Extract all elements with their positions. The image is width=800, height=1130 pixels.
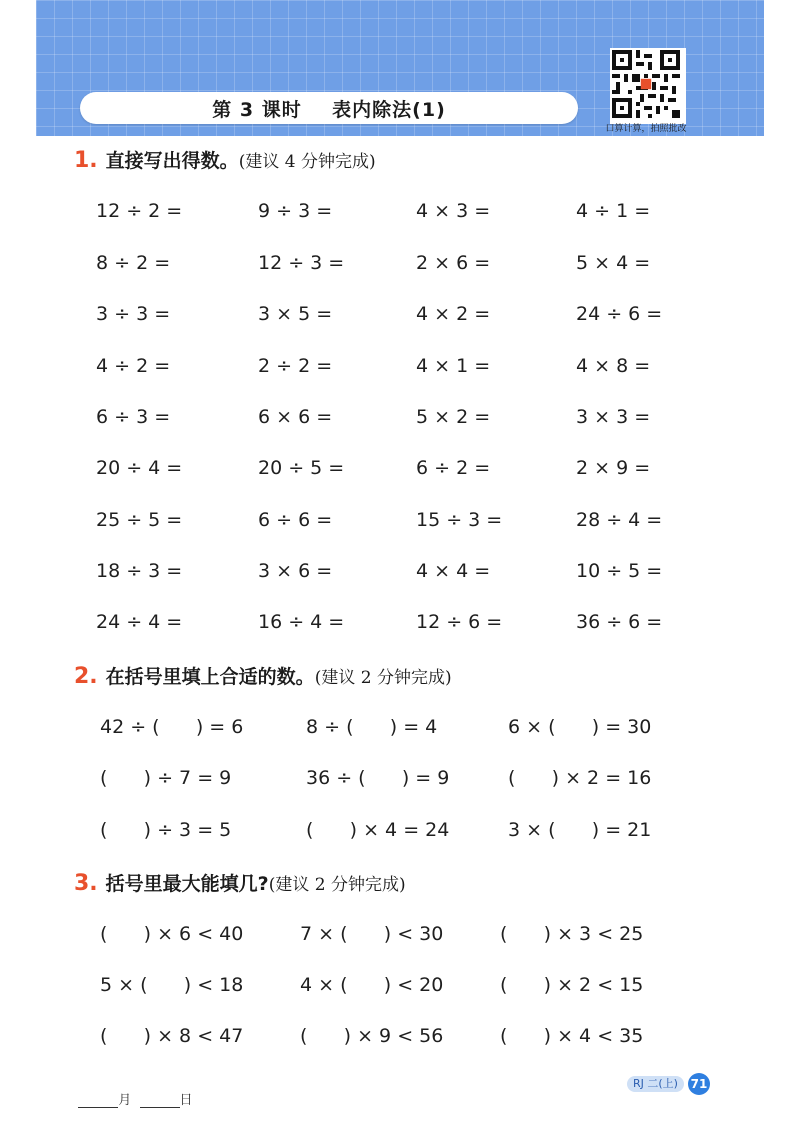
problem: ( ) × 2 = 16 bbox=[508, 767, 652, 789]
day-label: 日 bbox=[179, 1093, 193, 1108]
section-3-heading bbox=[74, 869, 406, 896]
problem: 8 ÷ 2 = bbox=[96, 252, 171, 274]
problem: 42 ÷ ( ) = 6 bbox=[100, 716, 244, 738]
problem: 6 ÷ 6 = bbox=[258, 509, 333, 531]
problem: ( ) ÷ 3 = 5 bbox=[100, 819, 232, 841]
problem: ( ) × 4 < 35 bbox=[500, 1025, 644, 1047]
section-3-title: 括号里最大能填几? bbox=[105, 873, 269, 895]
section-2-hint: (建议 2 分钟完成) bbox=[314, 668, 452, 688]
section-3-number: 3. bbox=[74, 871, 98, 896]
section-2-title: 在括号里填上合适的数。 bbox=[105, 666, 315, 688]
problem: 24 ÷ 6 = bbox=[576, 303, 663, 325]
problem: ( ) × 6 < 40 bbox=[100, 923, 244, 945]
problem: 28 ÷ 4 = bbox=[576, 509, 663, 531]
problem: 15 ÷ 3 = bbox=[416, 509, 503, 531]
qr-code-icon[interactable] bbox=[610, 48, 686, 124]
problem: 16 ÷ 4 = bbox=[258, 611, 345, 633]
section-1-number: 1. bbox=[74, 148, 98, 173]
problem: 4 × 2 = bbox=[416, 303, 491, 325]
problem: 2 × 6 = bbox=[416, 252, 491, 274]
problem: 3 × 5 = bbox=[258, 303, 333, 325]
lesson-title: 第 3 课时 表内除法(1) bbox=[212, 98, 446, 121]
month-blank bbox=[78, 1095, 118, 1108]
problem: 20 ÷ 5 = bbox=[258, 457, 345, 479]
problem: ( ) × 9 < 56 bbox=[300, 1025, 444, 1047]
problem: 4 × 4 = bbox=[416, 560, 491, 582]
grade-tag: RJ 二(上) bbox=[627, 1076, 684, 1092]
month-label: 月 bbox=[118, 1093, 132, 1108]
problem: 6 × ( ) = 30 bbox=[508, 716, 652, 738]
problem: 4 × 3 = bbox=[416, 200, 491, 222]
problem: 6 ÷ 3 = bbox=[96, 406, 171, 428]
problem: 10 ÷ 5 = bbox=[576, 560, 663, 582]
problem: 6 ÷ 2 = bbox=[416, 457, 491, 479]
day-blank bbox=[140, 1095, 180, 1108]
problem: 20 ÷ 4 = bbox=[96, 457, 183, 479]
problem: ( ) ÷ 7 = 9 bbox=[100, 767, 232, 789]
qr-caption: 口算计算，拍照批改 bbox=[605, 124, 687, 134]
section-1-hint: (建议 4 分钟完成) bbox=[238, 152, 376, 172]
problem: 25 ÷ 5 = bbox=[96, 509, 183, 531]
problem: 4 ÷ 2 = bbox=[96, 355, 171, 377]
problem: 12 ÷ 6 = bbox=[416, 611, 503, 633]
problem: 6 × 6 = bbox=[258, 406, 333, 428]
problem: 12 ÷ 2 = bbox=[96, 200, 183, 222]
problem: 7 × ( ) < 30 bbox=[300, 923, 444, 945]
problem: 24 ÷ 4 = bbox=[96, 611, 183, 633]
problem: 4 × ( ) < 20 bbox=[300, 974, 444, 996]
section-2-number: 2. bbox=[74, 664, 98, 689]
problem: 5 × 4 = bbox=[576, 252, 651, 274]
problem: ( ) × 2 < 15 bbox=[500, 974, 644, 996]
problem: ( ) × 8 < 47 bbox=[100, 1025, 244, 1047]
problem: 4 × 1 = bbox=[416, 355, 491, 377]
problem: 2 × 9 = bbox=[576, 457, 651, 479]
problem: ( ) × 3 < 25 bbox=[500, 923, 644, 945]
section-3-hint: (建议 2 分钟完成) bbox=[268, 875, 406, 895]
problem: 3 × ( ) = 21 bbox=[508, 819, 652, 841]
problem: 36 ÷ ( ) = 9 bbox=[306, 767, 450, 789]
section-1-title: 直接写出得数。 bbox=[105, 150, 239, 172]
problem: 2 ÷ 2 = bbox=[258, 355, 333, 377]
date-line bbox=[70, 1074, 193, 1108]
lesson-title-bar bbox=[80, 92, 578, 124]
problem: 5 × 2 = bbox=[416, 406, 491, 428]
section-2-heading bbox=[74, 662, 452, 689]
problem: 3 × 6 = bbox=[258, 560, 333, 582]
problem: 8 ÷ ( ) = 4 bbox=[306, 716, 438, 738]
problem: 12 ÷ 3 = bbox=[258, 252, 345, 274]
problem: 3 ÷ 3 = bbox=[96, 303, 171, 325]
problem: 3 × 3 = bbox=[576, 406, 651, 428]
page-number-badge: 71 bbox=[688, 1073, 710, 1095]
problem: 36 ÷ 6 = bbox=[576, 611, 663, 633]
problem: 5 × ( ) < 18 bbox=[100, 974, 244, 996]
problem: 4 ÷ 1 = bbox=[576, 200, 651, 222]
problem: 18 ÷ 3 = bbox=[96, 560, 183, 582]
problem: 9 ÷ 3 = bbox=[258, 200, 333, 222]
section-1-heading bbox=[74, 146, 376, 173]
problem: 4 × 8 = bbox=[576, 355, 651, 377]
problem: ( ) × 4 = 24 bbox=[306, 819, 450, 841]
